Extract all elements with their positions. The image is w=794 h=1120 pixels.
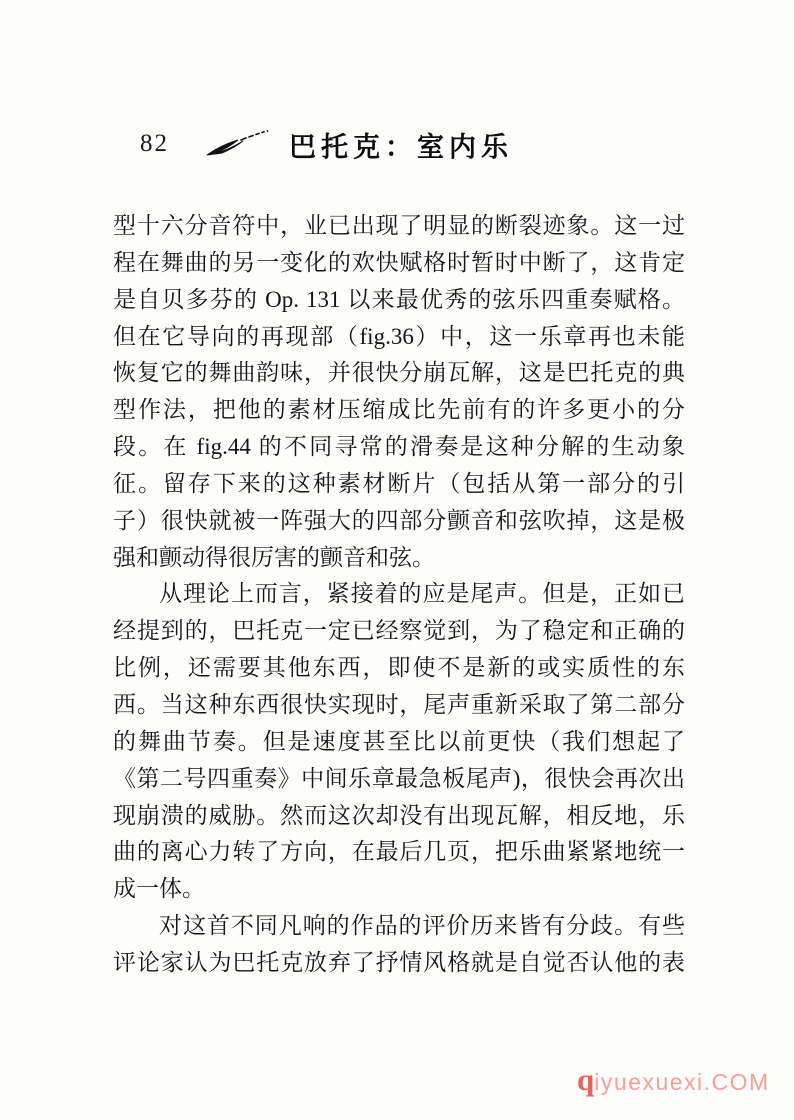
body-line: 对这首不同凡响的作品的评价历来皆有分歧。有些 <box>159 913 685 939</box>
body-line: 型十六分音符中，业已出现了明显的断裂迹象。这一过 <box>113 213 685 238</box>
body-line: 是自贝多芬的 Op. 131 以来最优秀的弦乐四重奏赋格。 <box>113 286 685 312</box>
body-line: 型作法，把他的素材压缩成比先前有的许多更小的分 <box>113 397 685 423</box>
body-text <box>113 208 685 982</box>
site-watermark <box>577 1062 777 1106</box>
body-line: 现崩溃的威胁。然而这次却没有出现瓦解，相反地，乐 <box>113 802 685 828</box>
body-line: 西。当这种东西很快实现时，尾声重新采取了第二部分 <box>113 691 685 717</box>
body-line: 曲的离心力转了方向，在最后几页，把乐曲紧紧地统一 <box>113 839 685 865</box>
body-line: 强和颤动得很厉害的颤音和弦。 <box>113 544 435 570</box>
body-line: 评论家认为巴托克放弃了抒情风格就是自觉否认他的表 <box>113 949 685 975</box>
body-line: 成一体。 <box>113 876 205 902</box>
body-line: 子）很快就被一阵强大的四部分颤音和弦吹掉，这是极 <box>113 507 685 533</box>
body-line: 的舞曲节奏。但是速度甚至比以前更快（我们想起了 <box>113 728 685 754</box>
body-line: 恢复它的舞曲韵味，并很快分崩瓦解，这是巴托克的典 <box>113 360 685 386</box>
body-line: 比例，还需要其他东西，即使不是新的或实质性的东 <box>113 655 685 681</box>
body-line: 但在它导向的再现部（fig.36）中，这一乐章再也未能 <box>113 323 685 349</box>
page-number: 82 <box>140 130 169 157</box>
running-header <box>140 124 660 164</box>
body-line: 征。留存下来的这种素材断片（包括从第一部分的引 <box>113 470 685 496</box>
running-title: 巴托克：室内乐 <box>289 131 513 162</box>
quill-flourish-icon <box>205 128 275 160</box>
watermark-rest: iyuexuexi.COM <box>594 1069 770 1095</box>
body-line: 程在舞曲的另一变化的欢快赋格时暂时中断了，这肯定 <box>113 249 685 275</box>
body-line: 从理论上而言，紧接着的应是尾声。但是，正如已 <box>159 581 685 607</box>
watermark-lead: q <box>577 1062 595 1097</box>
body-line: 《第二号四重奏》中间乐章最急板尾声)，很快会再次出 <box>113 765 685 791</box>
body-line: 段。在 fig.44 的不同寻常的滑奏是这种分解的生动象 <box>113 434 685 460</box>
body-line: 经提到的，巴托克一定已经察觉到，为了稳定和正确的 <box>113 618 685 644</box>
